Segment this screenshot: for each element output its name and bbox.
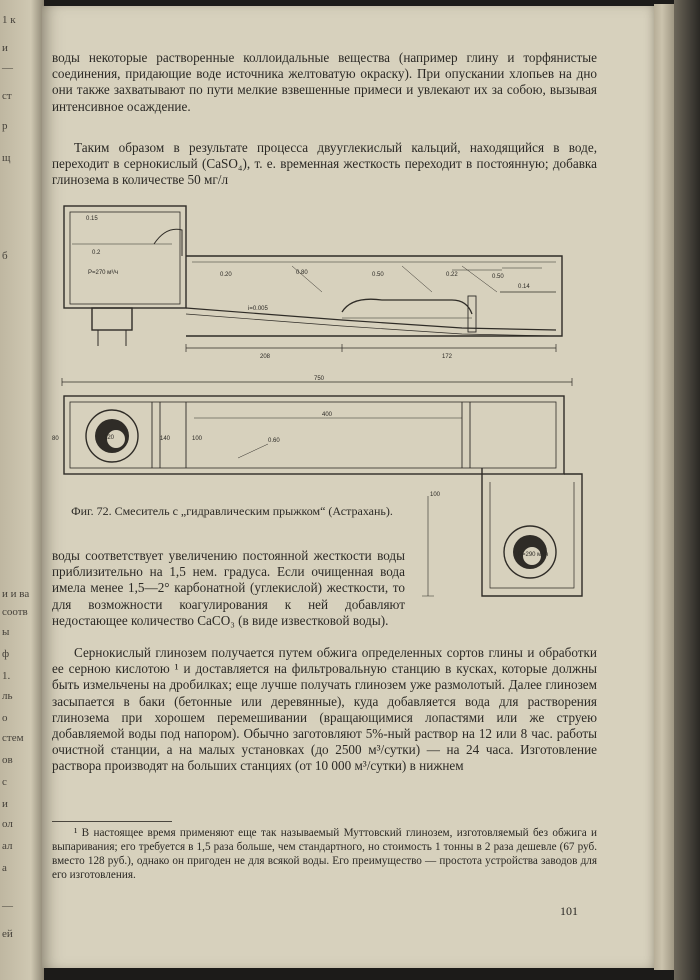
inlet-pipe bbox=[92, 308, 132, 330]
dimension-label: 100 bbox=[430, 492, 441, 498]
inlet-chamber bbox=[64, 206, 186, 308]
left-page-fragment: с bbox=[2, 776, 7, 788]
left-page-fragment: 1. bbox=[2, 670, 11, 682]
overflow-lip bbox=[154, 229, 182, 256]
dimension-label: 0.80 bbox=[296, 270, 308, 276]
left-page-fragment: ль bbox=[2, 690, 13, 702]
paragraph: воды соответствует увеличению постоянной жесткости воды приблизительно на 1,5 нем. градуса. Если очищенная вода имела менее 1,5—2° карбонатной (углекислой) жесткости, то для возможности коагулирования к ней добавляют недостающее количество CaCO₃ (в виде известковой воды). bbox=[52, 548, 405, 628]
plan-outline bbox=[64, 396, 564, 474]
dimension-label: 120 bbox=[104, 435, 115, 441]
left-page-fragment: и и ва bbox=[2, 588, 30, 600]
footnote: ¹ В настоящее время применяют еще так называемый Муттовский глинозем, изготовляемый без обжига и выпаривания; его требуется в 1,5 раза больше, чем стандартного, но стоимость 1 тонны в 2 раза дешевле (67 руб. вместо 128 руб.), однако он пригоден не для всякой воды. Его преимущество — простота устройства заводов для его изготовления. bbox=[52, 827, 597, 881]
left-page-fragment: — bbox=[2, 62, 13, 74]
dimension-label: 100 bbox=[192, 436, 203, 442]
dimension-label: 0.2 bbox=[92, 250, 101, 256]
book-cover-edge bbox=[674, 0, 700, 980]
left-page-fragment: о bbox=[2, 712, 8, 724]
paragraph: воды некоторые растворенные коллоидальные вещества (например глину и торфянистые соединения, придающие воде источника желтоватую окраску). При опускании хлопьев на дно они также захватывают по пути мелкие взвешенные примеси и увлекают их за собою, вызывая интенсивное осаждение. bbox=[52, 50, 597, 114]
inlet-chamber-inner bbox=[70, 212, 180, 304]
leader-line bbox=[238, 444, 268, 458]
dimension-label: 0.20 bbox=[220, 272, 232, 278]
dimension-label: 0.60 bbox=[268, 438, 280, 444]
outlet-channel-inner bbox=[490, 482, 574, 588]
dimension-label: 208 bbox=[260, 354, 271, 360]
pipe-walls bbox=[98, 330, 126, 346]
dimension-label: 80 bbox=[52, 436, 59, 442]
footnote-rule bbox=[52, 821, 172, 822]
hydraulic-jump bbox=[342, 299, 472, 314]
figure-caption: Фиг. 72. Смеситель с „гидравлическим прыжком“ (Астрахань). bbox=[71, 504, 393, 518]
page-number: 101 bbox=[560, 904, 578, 918]
dimension-label: 0.22 bbox=[446, 272, 458, 278]
dimension-label: 172 bbox=[442, 354, 453, 360]
dimension-label: 0.14 bbox=[518, 284, 530, 290]
channel-bottom bbox=[186, 308, 556, 330]
left-page-fragment: — bbox=[2, 900, 13, 912]
plan-dimension-vertical bbox=[422, 496, 434, 596]
dimension-label: Р=270 м³/ч bbox=[88, 270, 119, 276]
dimension-label: 0.15 bbox=[86, 216, 98, 222]
left-page-fragment: ст bbox=[2, 90, 12, 102]
left-page-fragment: 1 к bbox=[2, 14, 16, 26]
left-page-fragment: ол bbox=[2, 818, 13, 830]
dimension-label: 750 bbox=[314, 376, 325, 382]
dimension-label: 0.50 bbox=[492, 274, 504, 280]
left-page-fragment: ей bbox=[2, 928, 13, 940]
dimension-label: 140 bbox=[160, 436, 171, 442]
left-page-fragment: и bbox=[2, 42, 8, 54]
left-page-fragment: ал bbox=[2, 840, 13, 852]
left-page-fragment: б bbox=[2, 250, 8, 262]
book-page bbox=[42, 6, 654, 968]
left-page-fragment: и bbox=[2, 798, 8, 810]
outlet-channel bbox=[482, 468, 582, 596]
left-page-fragment: а bbox=[2, 862, 7, 874]
dimension-label: Р=290 м³/ч bbox=[518, 552, 549, 558]
left-page-fragment: ы bbox=[2, 626, 10, 638]
left-page-fragment: стем bbox=[2, 732, 24, 744]
plan-inner bbox=[70, 402, 556, 468]
left-page-fragment: щ bbox=[2, 152, 11, 164]
paragraph: Таким образом в результате процесса двууглекислый кальций, находящийся в воде, переходит в сернокислый (CaSO₄), т. е. временная жесткость переходит в постоянную; добавка глинозема в количестве 50 мг/л bbox=[52, 140, 597, 188]
left-page-fragment: соотв bbox=[2, 606, 28, 618]
left-page-fragment: р bbox=[2, 120, 8, 132]
left-page-edge bbox=[0, 0, 44, 980]
paragraph: Сернокислый глинозем получается путем обжига определенных сортов глины и обработки ее серною кислотою ¹ и доставляется на фильтровальную станцию в кусках, которые должны быть измельчены на дробилках; еще лучше получать глинозем уже размолотый. Далее глинозем засыпается в баки (бетонные или деревянные), куда добавляется вода для растворения глинозема при хорошем перемешивании (вращающимися лопастями или же струею добавляемой воды под напором). Обычно заготовляют 5%-ный раствор на 12 или 8 час. работы очистной станции, а на малых установках (до 2500 м³/сутки) — на 24 часа. Изготовление раствора производят на больших станциях (от 10 000 м³/сутки) в нижнем bbox=[52, 645, 597, 774]
plan-partitions bbox=[152, 402, 186, 468]
dimension-label: 400 bbox=[322, 412, 333, 418]
dimension-label: i=0.005 bbox=[248, 306, 268, 312]
plan-partitions bbox=[462, 402, 470, 468]
left-page-fragment: ов bbox=[2, 754, 13, 766]
page-stack-edge bbox=[654, 4, 674, 970]
dimension-label: 0.50 bbox=[372, 272, 384, 278]
left-page-fragment: ф bbox=[2, 648, 10, 660]
channel-bottom-line bbox=[186, 314, 556, 336]
